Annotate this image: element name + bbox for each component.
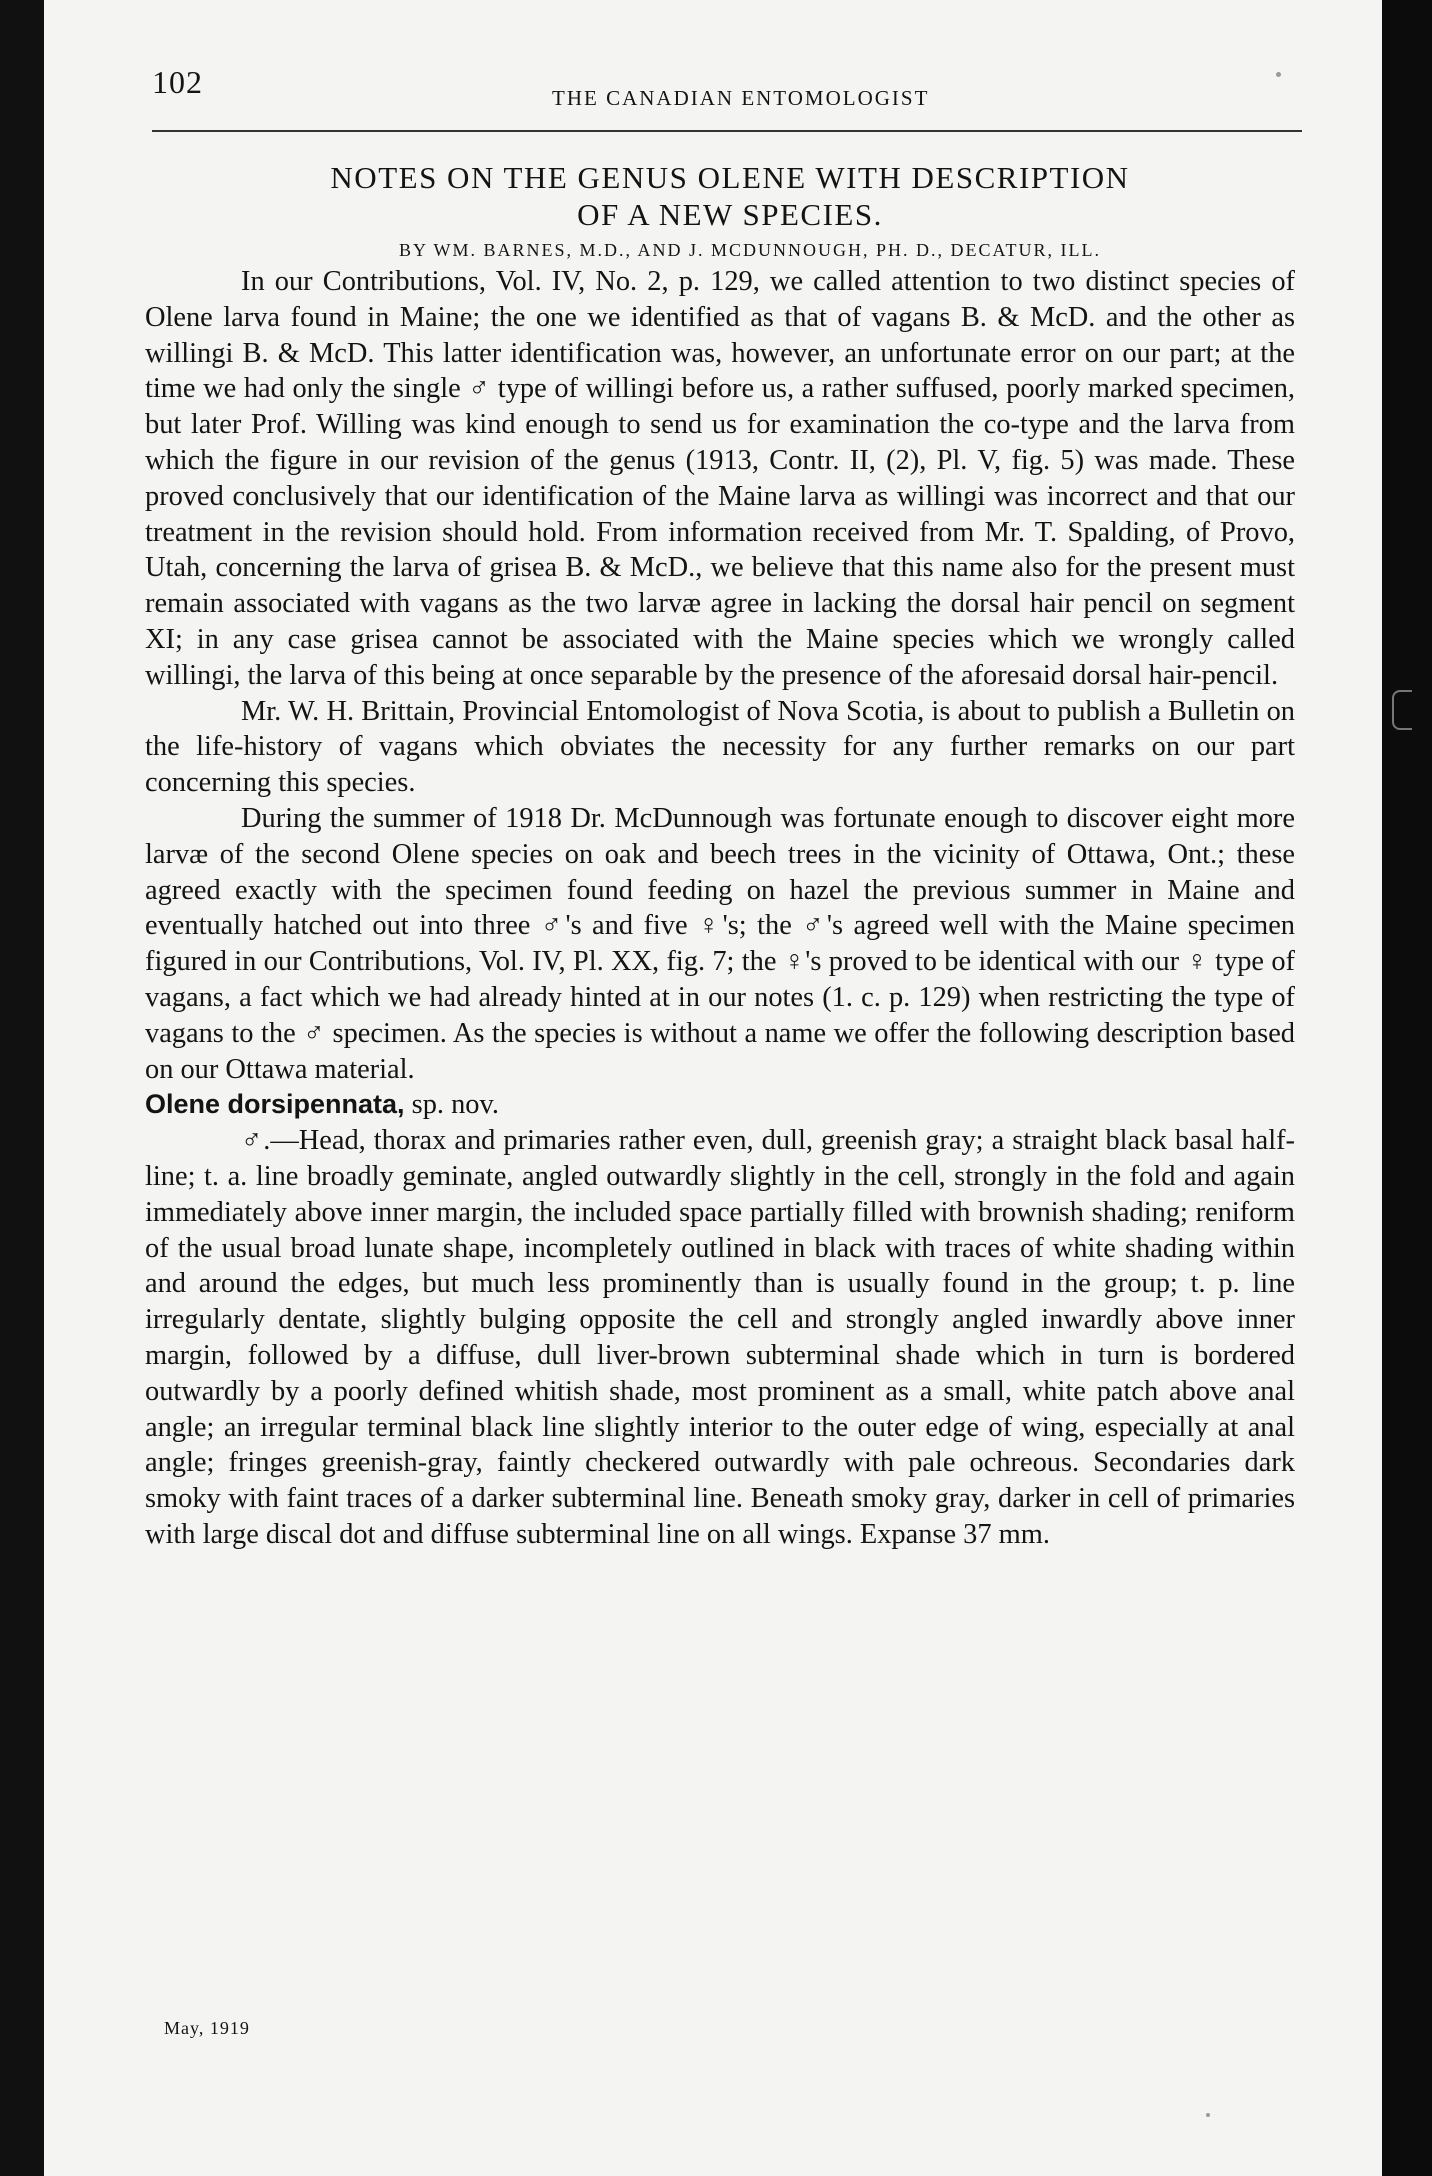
article-title-line2: OF A NEW SPECIES. [577, 197, 883, 232]
paragraph-3: During the summer of 1918 Dr. McDunnough was fortunate enough to discover eight more larvæ of the second Olene species on oak and beech trees in the vicinity of Ottawa, Ont.; these agreed exactly with the specimen found feeding on hazel the previous summer in Maine and eventually hatched out into three ♂'s and five ♀'s; the ♂'s agreed well with the Maine specimen figured in our Contributions, Vol. IV, Pl. XX, fig. 7; the ♀'s proved to be identical with our ♀ type of vagans, a fact which we had already hinted at in our notes (1. c. p. 129) when restricting the type of vagans to the ♂ specimen. As the species is without a name we offer the following description based on our Ottawa material. [145, 802, 1295, 1085]
header-rule [152, 130, 1302, 132]
species-name: Olene dorsipennata, [145, 1089, 405, 1120]
running-title: THE CANADIAN ENTOMOLOGIST [552, 86, 930, 110]
species-heading [145, 1087, 1295, 1123]
issue-date: May, 1919 [164, 2018, 250, 2038]
page-number: 102 [152, 64, 203, 100]
paragraph-1: In our Contributions, Vol. IV, No. 2, p. 129, we called attention to two distinct species of Olene larva found in Maine; the one we identified as that of vagans B. & McD. and the other as willingi B. & McD. This latter identification was, however, an unfortunate error on our part; at the time we had only the single ♂ type of willingi before us, a rather suffused, poorly marked specimen, but later Prof. Willing was kind enough to send us for examination the co-type and the larva from which the figure in our revision of the genus (1913, Contr. II, (2), Pl. V, fig. 5) was made. These proved conclusively that our identification of the Maine larva as willingi was incorrect and that our treatment in the revision should hold. From information received from Mr. T. Spalding, of Provo, Utah, concerning the larva of grisea B. & McD., we believe that this name also for the present must remain associated with vagans as the two larvæ agree in lacking the dorsal hair pencil on segment XI; in any case grisea cannot be associated with the Maine species which we wrongly called willingi, the larva of this being at once separable by the presence of the aforesaid dorsal hair-pencil. [145, 266, 1295, 691]
binding-mark [1392, 690, 1412, 730]
scan-speck [1276, 72, 1281, 77]
paragraph-2: Mr. W. H. Brittain, Provincial Entomologist of Nova Scotia, is about to publish a Bulletin on the life-history of vagans which obviates the necessity for any further remarks on our part concerning this species. [145, 695, 1295, 799]
article-title-line1: NOTES ON THE GENUS OLENE WITH DESCRIPTION [330, 160, 1130, 195]
article-body [145, 264, 1295, 1553]
scan-speck [1206, 2113, 1210, 2117]
species-suffix: sp. nov. [404, 1089, 499, 1121]
paragraph-4: ♂.—Head, thorax and primaries rather even, dull, greenish gray; a straight black basal half-line; t. a. line broadly geminate, angled outwardly slightly in the cell, strongly in the fold and again immediately above inner margin, the included space partially filled with brownish shading; reniform of the usual broad lunate shape, incompletely outlined in black with traces of white shading within and around the edges, but much less prominently than is usually found in the group; t. p. line irregularly dentate, slightly bulging opposite the cell and strongly angled inwardly above inner margin, followed by a diffuse, dull liver-brown subterminal shade which in turn is bordered outwardly by a poorly defined whitish shade, most prominent as a small, white patch above anal angle; an irregular terminal black line slightly interior to the outer edge of wing, especially at anal angle; fringes greenish-gray, faintly checkered outwardly with pale ochreous. Secondaries dark smoky with faint traces of a darker subterminal line. Beneath smoky gray, darker in cell of primaries with large discal dot and diffuse subterminal line on all wings. Expanse 37 mm. [145, 1125, 1295, 1550]
article-byline: BY WM. BARNES, M.D., AND J. MCDUNNOUGH, PH. D., DECATUR, ILL. [398, 240, 1102, 260]
scan-page-edge [1382, 0, 1432, 2176]
